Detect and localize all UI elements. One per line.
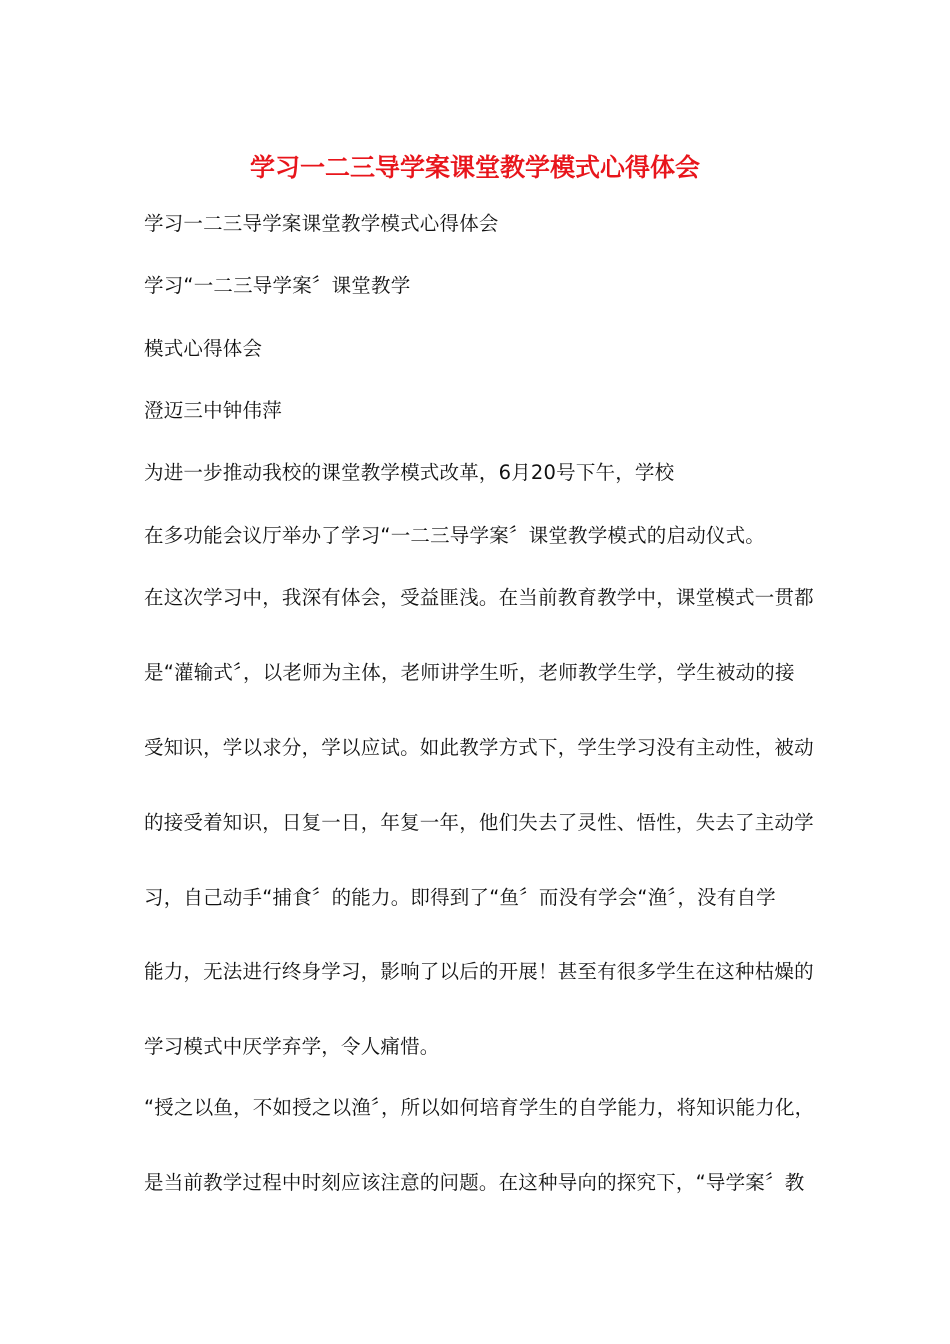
text-line: 学习模式中厌学弃学，令人痛惜。 xyxy=(144,1035,440,1058)
text-line: 为进一步推动我校的课堂教学模式改革，6月20号下午，学校 xyxy=(144,461,675,484)
text-line: 在这次学习中，我深有体会，受益匪浅。在当前教育教学中，课堂模式一贯都 xyxy=(144,586,814,609)
text-line: 的接受着知识，日复一日，年复一年，他们失去了灵性、悟性，失去了主动学 xyxy=(144,811,814,834)
text-line: 是“灌输式〞，以老师为主体，老师讲学生听，老师教学生学，学生被动的接 xyxy=(144,661,795,684)
text-line: 习，自己动手“捕食〞的能力。即得到了“鱼〞而没有学会“渔〞，没有自学 xyxy=(144,886,776,909)
text-line: “授之以鱼，不如授之以渔〞，所以如何培育学生的自学能力，将知识能力化， xyxy=(144,1096,815,1119)
text-line: 在多功能会议厅举办了学习“一二三导学案〞课堂教学模式的启动仪式。 xyxy=(144,524,766,547)
text-line: 是当前教学过程中时刻应该注意的问题。在这种导向的探究下，“导学案〞教 xyxy=(144,1171,805,1194)
text-line: 澄迈三中钟伟萍 xyxy=(144,399,282,422)
text-line: 学习“一二三导学案〞课堂教学 xyxy=(144,274,411,297)
text-line: 能力，无法进行终身学习，影响了以后的开展！甚至有很多学生在这种枯燥的 xyxy=(144,960,814,983)
text-line: 模式心得体会 xyxy=(144,337,263,360)
text-line: 学习一二三导学案课堂教学模式心得体会 xyxy=(144,212,499,235)
document-title: 学习一二三导学案课堂教学模式心得体会 xyxy=(249,153,700,182)
text-line: 受知识，学以求分，学以应试。如此教学方式下，学生学习没有主动性，被动 xyxy=(144,736,814,759)
